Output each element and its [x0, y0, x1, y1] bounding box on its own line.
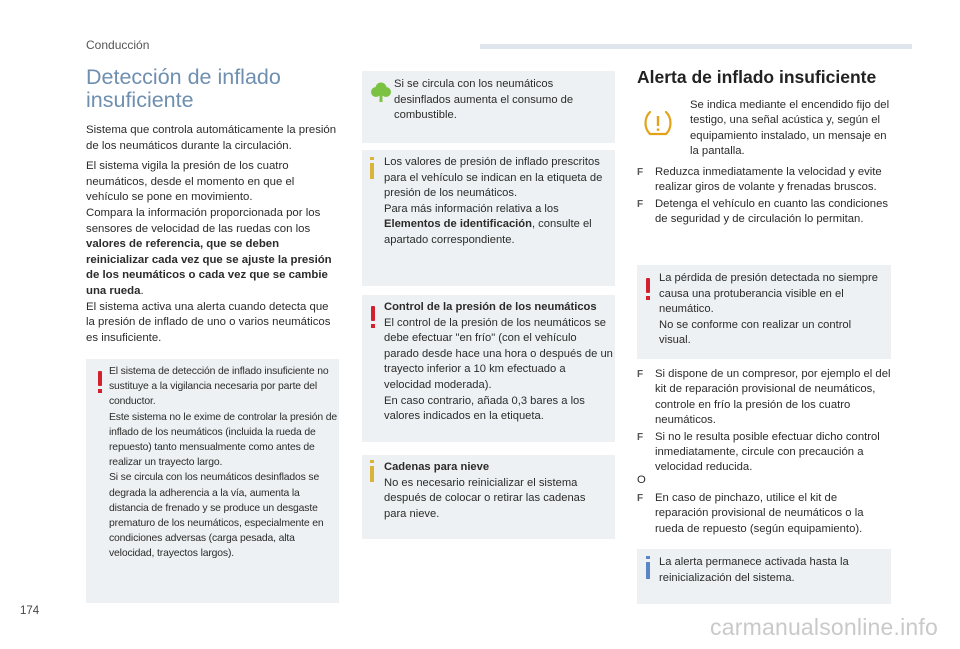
alert-section-title: Alerta de inflado insuficiente — [637, 67, 877, 87]
eco-text: Si se circula con los neumáticos desinflados aumenta el consumo de combustible. — [394, 78, 574, 122]
page-title — [86, 66, 338, 112]
pressure-loss-text: La pérdida de presión detectada no siempre causa una protuberancia visible en el neumático. No se conforme con realizar un control visual. — [659, 272, 878, 347]
bullet-puncture: F En caso de pinchazo, utilice el kit de reparación provisional de neumáticos o la rueda de repuesto (según equipamiento). — [637, 491, 892, 537]
chains-text: No es necesario reinicializar el sistema después de colocar o retirar las cadenas para nieve. — [384, 476, 586, 520]
warning-exclamation-icon — [98, 371, 102, 386]
info-values-text-end: , consulte el apartado correspondiente. — [384, 218, 592, 246]
chains-title: Cadenas para nieve — [384, 461, 490, 473]
eco-box — [362, 71, 615, 143]
tire-pressure-warning-icon — [643, 110, 673, 138]
warning-exclamation-icon — [371, 306, 375, 321]
info-icon — [370, 163, 374, 179]
column-1 — [86, 66, 338, 351]
title-line-1: Detección de inflado — [86, 65, 281, 89]
compare-bold-text: valores de referencia, que se deben reinicializar cada vez que se ajuste la presión de los neumáticos o cada vez que se cambie una rueda — [86, 238, 332, 297]
bullet-reduce-speed: F Reduzca inmediatamente la velocidad y evite realizar giros de volante y frenadas bruscos. — [637, 165, 892, 196]
info-values-text-start: Los valores de presión de inflado prescritos para el vehículo se indican en la etiqueta de presión de los neumáticos. Para más información relativa a los — [384, 156, 603, 215]
watermark: carmanualsonline.info — [710, 614, 938, 640]
title-line-2: insuficiente — [86, 88, 194, 112]
bullet-list-3 — [637, 491, 892, 538]
paragraph-compare — [86, 206, 338, 300]
warning-box-detection — [86, 359, 339, 603]
warning-box-control — [362, 295, 615, 442]
bullet-compressor: F Si dispone de un compresor, por ejemplo el del kit de reparación provisional de neumáticos, controle en frío la presión de los cuatro neumáticos. — [637, 367, 892, 429]
alert-intro-text: Se indica mediante el encendido fijo del testigo, una señal acústica y, según el equipamiento instalado, un mensaje en la pantalla. — [690, 99, 890, 158]
info-box-alert-active — [637, 549, 891, 604]
info-box-values — [362, 150, 615, 286]
compare-text-end: . — [140, 284, 144, 297]
control-text: El control de la presión de los neumáticos se debe efectuar "en frío" (con el vehículo parado desde hace una hora o después de un trayecto inferior a 10 km efectuado a velocidad moderada). En caso contrario, añada 0,3 bares a los valores indicados en la etiqueta. — [384, 316, 613, 423]
bullet-stop-vehicle: F Detenga el vehículo en cuanto las condiciones de seguridad y de circulación lo permitan. — [637, 197, 892, 228]
or-separator: O — [637, 474, 646, 486]
identification-elements-bold: Elementos de identificación — [384, 218, 532, 231]
chains-box-text — [384, 460, 609, 522]
control-box-text — [384, 300, 614, 425]
warning-box-pressure-loss — [637, 265, 891, 359]
bullet-list-1 — [637, 165, 892, 229]
page-number: 174 — [20, 605, 40, 617]
info-values-text — [384, 155, 614, 249]
alert-active-text: La alerta permanece activada hasta la reinicialización del sistema. — [659, 556, 849, 584]
control-title: Control de la presión de los neumáticos — [384, 301, 597, 313]
column-3 — [637, 66, 892, 88]
header-bar — [480, 44, 912, 49]
info-icon — [646, 562, 650, 579]
info-box-chains — [362, 455, 615, 539]
compare-text: Compara la información proporcionada por los sensores de velocidad de las ruedas con los — [86, 206, 321, 235]
eco-tree-icon — [370, 81, 392, 103]
paragraph-monitoring: El sistema vigila la presión de los cuatro neumáticos, desde el momento en que el vehículo se pone en movimiento. — [86, 160, 295, 204]
warning-text: El sistema de detección de inflado insuficiente no sustituye a la vigilancia necesaria por parte del conductor. Este sistema no le exime de controlar la presión de inflado de los neumáticos (incluida la rueda de repuesto) tanto mensualmente como antes de realizar un trayecto largo. Si se circula con los neumáticos desinflados se degrada la adherencia a la vía, aumenta la distancia de frenado y se produce un desgaste prematuro de los neumáticos, especialmente en condiciones adversas (carga pesada, alta velocidad, trayectos largos). — [109, 366, 337, 560]
section-label: Conducción — [86, 38, 150, 52]
bullet-list-2 — [637, 367, 892, 477]
paragraph-alert: El sistema activa una alerta cuando detecta que la presión de inflado de uno o varios neumáticos es insuficiente. — [86, 300, 331, 344]
bullet-drive-carefully: F Si no le resulta posible efectuar dicho control inmediatamente, circule con precaución a velocidad reducida. — [637, 430, 892, 476]
warning-exclamation-icon — [646, 278, 650, 293]
info-icon — [370, 466, 374, 482]
intro-paragraph: Sistema que controla automáticamente la presión de los neumáticos durante la circulación. — [86, 124, 337, 152]
